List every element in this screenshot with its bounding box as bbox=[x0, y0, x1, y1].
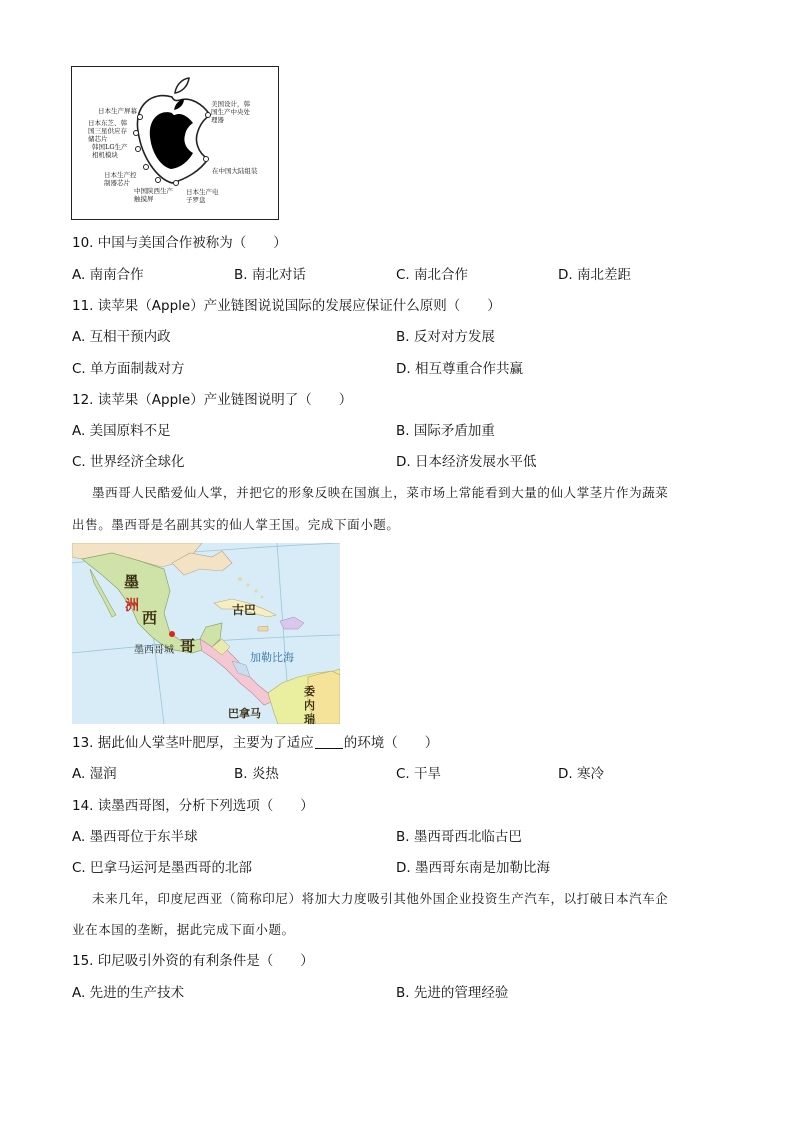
apple-chain-figure bbox=[71, 66, 279, 220]
question-10-stem: 10. 中国与美国合作被称为（ ） bbox=[72, 235, 287, 251]
label-china-assembly: 在中国大陆组装 bbox=[212, 167, 258, 175]
question-13-stem bbox=[72, 734, 438, 752]
passage-mexico-line1: 墨西哥人民酷爱仙人掌，并把它的形象反映在国旗上，菜市场上常能看到大量的仙人掌茎片作为蔬菜 bbox=[92, 485, 669, 500]
q10-option-d[interactable]: D. 南北差距 bbox=[558, 267, 631, 283]
question-12-stem: 12. 读苹果（Apple）产业链图说明了（ ） bbox=[72, 392, 353, 408]
map-label-mexico-3: 哥 bbox=[180, 637, 196, 655]
q13-option-b[interactable]: B. 炎热 bbox=[234, 766, 279, 782]
q11-option-a[interactable]: A. 互相干预内政 bbox=[72, 329, 171, 345]
map-label-mexico-2: 西 bbox=[142, 609, 158, 627]
question-15-stem: 15. 印尼吸引外资的有利条件是（ ） bbox=[72, 953, 314, 969]
q14-option-b[interactable]: B. 墨西哥西北临古巴 bbox=[396, 829, 522, 845]
label-japan-screen: 日本生产屏幕 bbox=[98, 107, 137, 115]
passage-indonesia-line1: 未来几年，印度尼西亚（简称印尼）将加大力度吸引其他外国企业投资生产汽车，以打破日本汽车企 bbox=[92, 891, 669, 906]
label-camera-module: 韩国LG生产相机模块 bbox=[92, 143, 128, 159]
map-label-caribbean-sea: 加勒比海 bbox=[250, 651, 294, 664]
passage-mexico-line2: 出售。墨西哥是名副其实的仙人掌王国。完成下面小题。 bbox=[72, 517, 400, 532]
q10-option-c[interactable]: C. 南北合作 bbox=[396, 267, 469, 283]
map-label-venezuela-3: 瑞 bbox=[304, 713, 315, 724]
map-label-panama: 巴拿马 bbox=[228, 707, 261, 720]
q13-option-d[interactable]: D. 寒冷 bbox=[558, 766, 604, 782]
q10-option-a[interactable]: A. 南南合作 bbox=[72, 267, 144, 283]
q11-option-b[interactable]: B. 反对对方发展 bbox=[396, 329, 495, 345]
map-label-capital: 墨西哥城 bbox=[134, 645, 174, 656]
q15-option-b[interactable]: B. 先进的管理经验 bbox=[396, 985, 509, 1001]
q13-option-c[interactable]: C. 干旱 bbox=[396, 766, 442, 782]
question-11-stem: 11. 读苹果（Apple）产业链图说说国际的发展应保证什么原则（ ） bbox=[72, 298, 501, 314]
q12-option-d[interactable]: D. 日本经济发展水平低 bbox=[396, 454, 537, 470]
passage-indonesia-line2: 业在本国的垄断，据此完成下面小题。 bbox=[72, 922, 295, 937]
label-controller-chip: 日本生产控制器芯片 bbox=[104, 171, 137, 187]
map-label-venezuela-1: 委 bbox=[304, 685, 315, 698]
q13-option-a[interactable]: A. 湿润 bbox=[72, 766, 117, 782]
map-label-mexico-1: 墨 bbox=[124, 573, 140, 591]
label-touch-screen: 中国陕西生产触摸屏 bbox=[134, 187, 173, 203]
q14-option-a[interactable]: A. 墨西哥位于东半球 bbox=[72, 829, 198, 845]
q11-option-d[interactable]: D. 相互尊重合作共赢 bbox=[396, 361, 523, 377]
q13-stem-after: 的环境（ ） bbox=[343, 735, 439, 751]
q12-option-c[interactable]: C. 世界经济全球化 bbox=[72, 454, 185, 470]
q14-option-d[interactable]: D. 墨西哥东南是加勒比海 bbox=[396, 860, 550, 876]
label-compass: 日本生产电子罗盘 bbox=[186, 188, 219, 204]
q11-option-c[interactable]: C. 单方面制裁对方 bbox=[72, 361, 185, 377]
q13-answer-blank bbox=[315, 734, 343, 749]
mexico-map-shapes bbox=[72, 543, 340, 724]
map-label-cuba: 古巴 bbox=[232, 603, 257, 617]
q12-option-b[interactable]: B. 国际矛盾加重 bbox=[396, 423, 495, 439]
question-14-stem: 14. 读墨西哥图，分析下列选项（ ） bbox=[72, 798, 314, 814]
q14-option-c[interactable]: C. 巴拿马运河是墨西哥的北部 bbox=[72, 860, 253, 876]
mexico-map bbox=[72, 543, 340, 724]
q13-stem-before: 13. 据此仙人掌茎叶肥厚，主要为了适应 bbox=[72, 735, 314, 751]
map-label-continent: 洲 bbox=[125, 598, 139, 614]
q10-option-b[interactable]: B. 南北对话 bbox=[234, 267, 306, 283]
label-usa-cpu: 美国设计，韩国生产中央处理器 bbox=[211, 100, 250, 124]
label-memory-chips: 日本东芝、韩国三星供应存储芯片 bbox=[88, 119, 127, 143]
q12-option-a[interactable]: A. 美国原料不足 bbox=[72, 423, 171, 439]
map-label-venezuela-2: 内 bbox=[304, 699, 315, 712]
q15-option-a[interactable]: A. 先进的生产技术 bbox=[72, 985, 185, 1001]
